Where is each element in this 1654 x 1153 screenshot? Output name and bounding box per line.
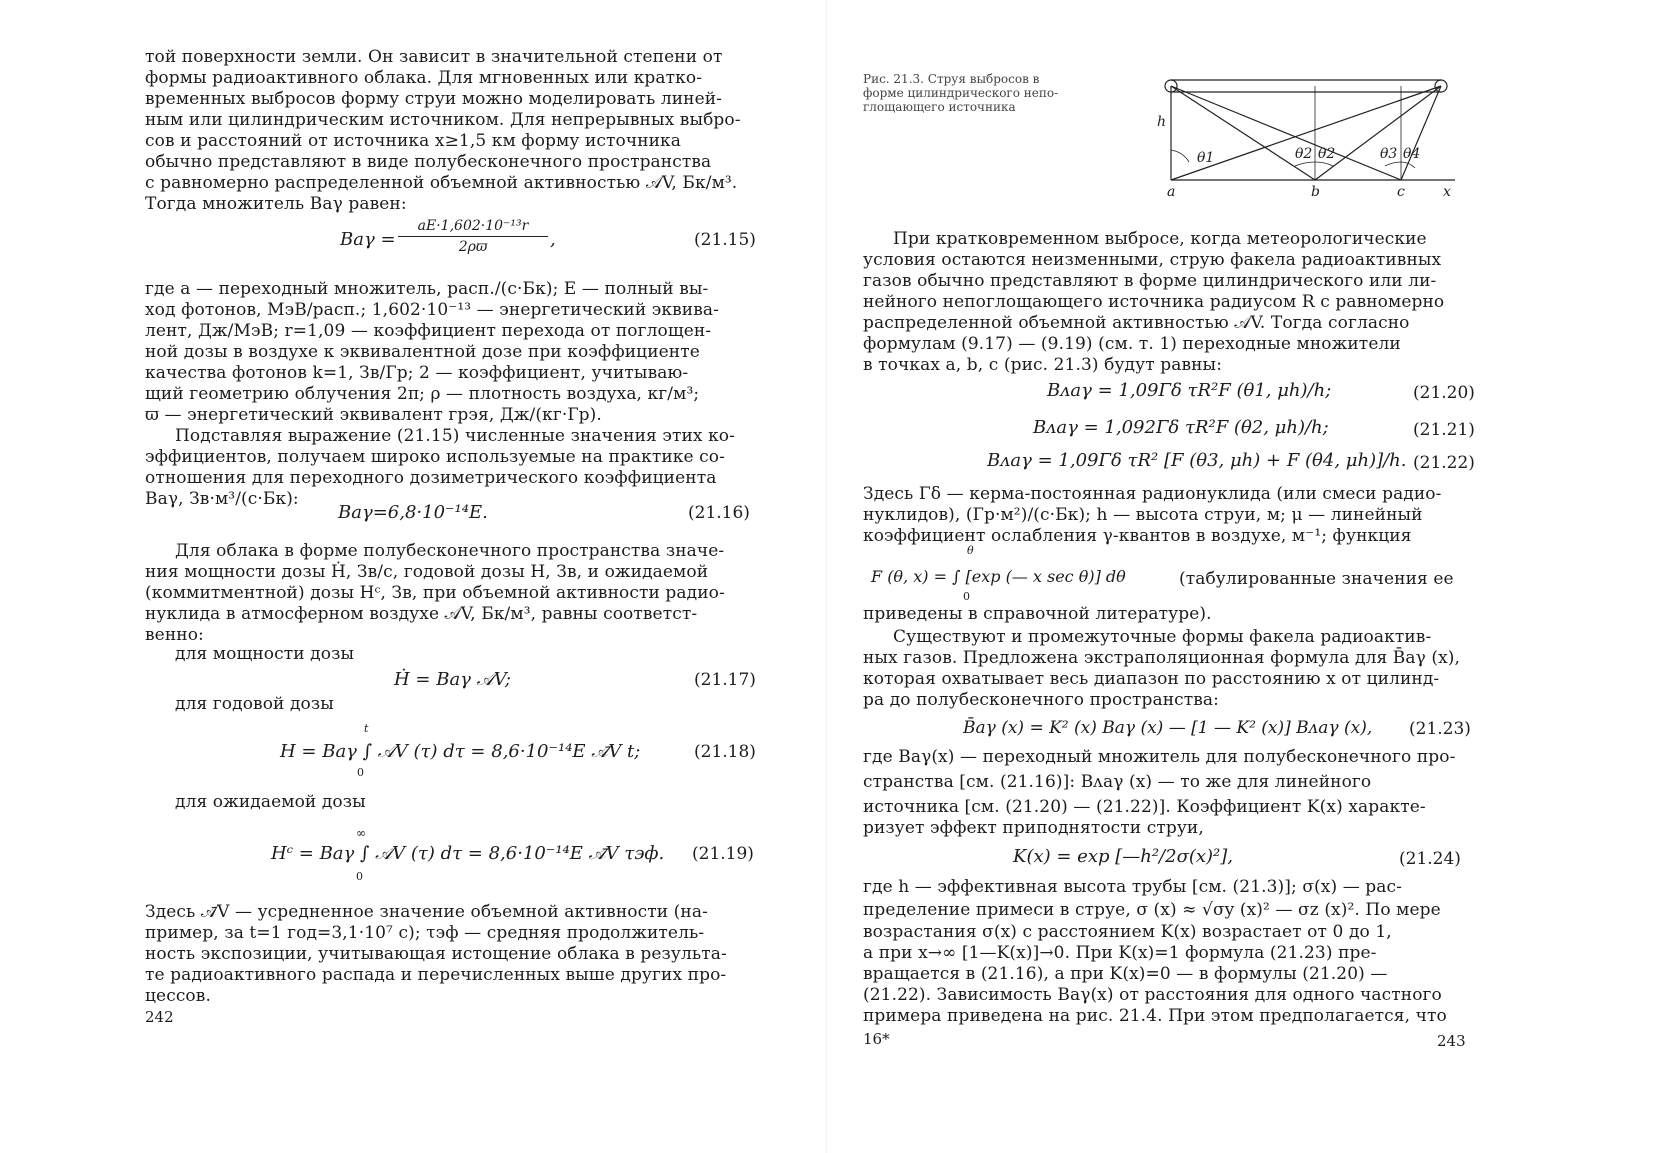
- equation-number: (21.18): [694, 742, 756, 762]
- equation-number: (21.23): [1409, 719, 1471, 739]
- text-line: Здесь Γδ — керма-постоянная радионуклида (или смеси радио-: [863, 484, 1442, 504]
- text-line: Baγ, Зв·м³/(с·Бк):: [145, 489, 299, 509]
- integral-upper-limit: ∞: [356, 826, 366, 840]
- equation-number: (21.24): [1399, 849, 1461, 869]
- text-line: в точках a, b, c (рис. 21.3) будут равны:: [863, 355, 1223, 375]
- text-line: венно:: [145, 625, 204, 645]
- text-line: той поверхности земли. Он зависит в значительной степени от: [145, 47, 723, 67]
- text-line: (21.22). Зависимость Baγ(x) от расстояния для одного частного: [863, 985, 1442, 1005]
- equation-21-15-numerator: aE·1,602·10⁻¹³r: [398, 218, 548, 237]
- text-line: примера приведена на рис. 21.4. При этом предполагается, что: [863, 1006, 1447, 1026]
- text-line: возрастания σ(x) с расстоянием K(x) возрастает от 0 до 1,: [863, 922, 1392, 942]
- text-line: пример, за t=1 год=3,1·10⁷ с); τэф — средняя продолжитель-: [145, 923, 705, 943]
- integral-lower-limit: 0: [356, 870, 363, 883]
- equation-21-15-tail: ,: [550, 229, 556, 250]
- text-line: нуклидов), (Гр·м²)/(с·Бк); h — высота струи, м; μ — линейный: [863, 505, 1423, 525]
- formula-label: для годовой дозы: [175, 694, 334, 714]
- equation-21-22: Bᴧaγ = 1,09Γδ τR² [F (θ3, μh) + F (θ4, μh)]/h.: [987, 450, 1407, 471]
- text-line: те радиоактивного распада и перечисленных выше других про-: [145, 965, 727, 985]
- text-line: нейного непоглощающего источника радиусом R с равномерно: [863, 292, 1445, 312]
- equation-number: (21.17): [694, 670, 756, 690]
- figure-label-theta3: θ3: [1380, 146, 1398, 162]
- text-line: а при x→∞ [1—K(x)]→0. При K(x)=1 формула (21.23) пре-: [863, 943, 1377, 963]
- figure-label-theta1: θ1: [1197, 150, 1215, 166]
- text-line: где h — эффективная высота трубы [см. (21.3)]; σ(x) — рас-: [863, 877, 1402, 897]
- text-line: ризует эффект приподнятости струи,: [863, 818, 1204, 838]
- text-line: Для облака в форме полубесконечного пространства значе-: [175, 541, 725, 561]
- text-line: (коммитментной) дозы Hᶜ, Зв, при объемной активности радио-: [145, 583, 725, 603]
- equation-21-15-lhs: Baγ =: [340, 229, 396, 250]
- equation-21-16: Baγ=6,8·10⁻¹⁴E.: [338, 502, 488, 523]
- text-line: условия остаются неизменными, струю факела радиоактивных: [863, 250, 1442, 270]
- right-page: [827, 0, 1654, 1153]
- text-line: отношения для переходного дозиметрического коэффициента: [145, 468, 717, 488]
- figure-label-b: b: [1311, 184, 1320, 200]
- text-line: формы радиоактивного облака. Для мгновенных или кратко-: [145, 68, 703, 88]
- text-line: обычно представляют в виде полубесконечного пространства: [145, 152, 712, 172]
- text-line: Тогда множитель Baγ равен:: [145, 194, 407, 214]
- text-line: сов и расстояний от источника x≥1,5 км форму источника: [145, 131, 682, 151]
- function-definition: F (θ, x) = ∫ [exp (— x sec θ)] dθ: [871, 567, 1126, 586]
- signature-mark: 16*: [863, 1030, 890, 1048]
- figure-caption-line: Рис. 21.3. Струя выбросов в: [863, 72, 1040, 86]
- angle-arc: [1315, 162, 1333, 166]
- equation-21-19: Hᶜ = Baγ ∫ 𝒜V (τ) dτ = 8,6·10⁻¹⁴E 𝒜̄V τэф.: [271, 843, 665, 864]
- text-line: эффициентов, получаем широко используемые на практике со-: [145, 447, 725, 467]
- figure-label-h: h: [1157, 114, 1167, 130]
- text-line: щий геометрию облучения 2π; ρ — плотность воздуха, кг/м³;: [145, 384, 700, 404]
- equation-number: (21.21): [1413, 420, 1475, 440]
- text-line: ность экспозиции, учитывающая истощение облака в результа-: [145, 944, 727, 964]
- integral-upper-limit: t: [364, 722, 369, 735]
- figure-label-x: x: [1443, 184, 1451, 200]
- text-line: Здесь 𝒜̄V — усредненное значение объемной активности (на-: [145, 902, 708, 922]
- text-line: источника [см. (21.20) — (21.22)]. Коэффициент K(x) характе-: [863, 797, 1426, 817]
- equation-21-21: Bᴧaγ = 1,092Γδ τR²F (θ2, μh)/h;: [1033, 417, 1329, 438]
- equation-number: (21.15): [694, 230, 756, 250]
- text-line: цессов.: [145, 986, 211, 1006]
- text-line: качества фотонов k=1, Зв/Гр; 2 — коэффициент, учитываю-: [145, 363, 689, 383]
- integral-lower-limit: 0: [357, 766, 364, 779]
- text-line: (табулированные значения ее: [1179, 569, 1454, 589]
- figure-label-theta2: θ2: [1295, 146, 1313, 162]
- text-line: При кратковременном выбросе, когда метеорологические: [893, 229, 1427, 249]
- equation-21-18: H = Baγ ∫ 𝒜V (τ) dτ = 8,6·10⁻¹⁴E 𝒜̄V t;: [280, 741, 641, 762]
- angle-arc: [1385, 162, 1401, 166]
- equation-21-17: Ḣ = Baγ 𝒜V;: [394, 669, 511, 690]
- text-line: приведены в справочной литературе).: [863, 604, 1212, 624]
- text-line: газов обычно представляют в форме цилиндрического или ли-: [863, 271, 1437, 291]
- text-line: коэффициент ослабления γ-квантов в воздухе, м⁻¹; функция: [863, 526, 1412, 546]
- equation-number: (21.20): [1413, 383, 1475, 403]
- ray: [1315, 86, 1441, 180]
- text-line: лент, Дж/МэВ; r=1,09 — коэффициент перехода от поглощен-: [145, 321, 712, 341]
- equation-number: (21.22): [1413, 453, 1475, 473]
- formula-label: для мощности дозы: [175, 644, 355, 664]
- equation-number: (21.19): [692, 844, 754, 864]
- text-line: с равномерно распределенной объемной активностью 𝒜V, Бк/м³.: [145, 173, 738, 193]
- text-line: вращается в (21.16), а при K(x)=0 — в формулы (21.20) —: [863, 964, 1388, 984]
- text-line: где Baγ(x) — переходный множитель для полубесконечного про-: [863, 747, 1456, 767]
- figure-caption-line: глощающего источника: [863, 100, 1016, 114]
- figure-label-a: a: [1167, 184, 1176, 200]
- ray: [1171, 86, 1315, 180]
- text-line: формулам (9.17) — (9.19) (см. т. 1) переходные множители: [863, 334, 1401, 354]
- text-line: ным или цилиндрическим источником. Для непрерывных выбро-: [145, 110, 741, 130]
- equation-21-23: B̄aγ (x) = K² (x) Baγ (x) — [1 — K² (x)] Bᴧaγ (x),: [963, 718, 1373, 738]
- integral-upper-limit: θ: [967, 544, 974, 557]
- equation-21-24: K(x) = exp [—h²/2σ(x)²],: [1013, 846, 1234, 867]
- angle-arc: [1171, 150, 1189, 162]
- equation-21-15-fraction: [398, 218, 548, 255]
- angle-arc: [1295, 162, 1315, 166]
- figure-label-theta4: θ4: [1403, 146, 1421, 162]
- integral-lower-limit: 0: [963, 590, 970, 603]
- text-line: нуклида в атмосферном воздухе 𝒜V, Бк/м³, равны соответст-: [145, 604, 698, 624]
- text-line: ной дозы в воздухе к эквивалентной дозе при коэффициенте: [145, 342, 700, 362]
- text-line: ход фотонов, МэВ/расп.; 1,602·10⁻¹³ — энергетический эквива-: [145, 300, 719, 320]
- figure-21-3-diagram: [1127, 70, 1467, 200]
- text-line: пределение примеси в струе, σ (x) ≈ √σy (x)² — σz (x)². По мере: [863, 900, 1441, 920]
- page-number: 242: [145, 1008, 174, 1026]
- text-line: распределенной объемной активностью 𝒜V. Тогда согласно: [863, 313, 1410, 333]
- ray: [1401, 86, 1441, 180]
- text-line: Существуют и промежуточные формы факела радиоактив-: [893, 627, 1432, 647]
- text-line: где a — переходный множитель, расп./(с·Бк); E — полный вы-: [145, 279, 709, 299]
- text-line: странства [см. (21.16)]: Bᴧaγ (x) — то же для линейного: [863, 772, 1372, 792]
- figure-label-c: c: [1397, 184, 1405, 200]
- equation-21-15-denominator: 2ρϖ: [458, 239, 488, 255]
- text-line: которая охватывает весь диапазон по расстоянию x от цилинд-: [863, 669, 1440, 689]
- text-line: Подставляя выражение (21.15) численные значения этих ко-: [175, 426, 735, 446]
- text-line: ϖ — энергетический эквивалент грэя, Дж/(кг·Гр).: [145, 405, 602, 425]
- text-line: ния мощности дозы Ḣ, Зв/с, годовой дозы H, Зв, и ожидаемой: [145, 562, 709, 582]
- text-line: ных газов. Предложена экстраполяционная формула для B̄aγ (x),: [863, 648, 1461, 668]
- equation-number: (21.16): [688, 503, 750, 523]
- page-number: 243: [1437, 1032, 1466, 1050]
- text-line: ра до полубесконечного пространства:: [863, 690, 1219, 710]
- figure-caption-line: форме цилиндрического непо-: [863, 86, 1059, 100]
- equation-21-20: Bᴧaγ = 1,09Γδ τR²F (θ1, μh)/h;: [1047, 380, 1332, 401]
- text-line: временных выбросов форму струи можно моделировать линей-: [145, 89, 723, 109]
- formula-label: для ожидаемой дозы: [175, 792, 366, 812]
- figure-label-theta2b: θ2: [1318, 146, 1336, 162]
